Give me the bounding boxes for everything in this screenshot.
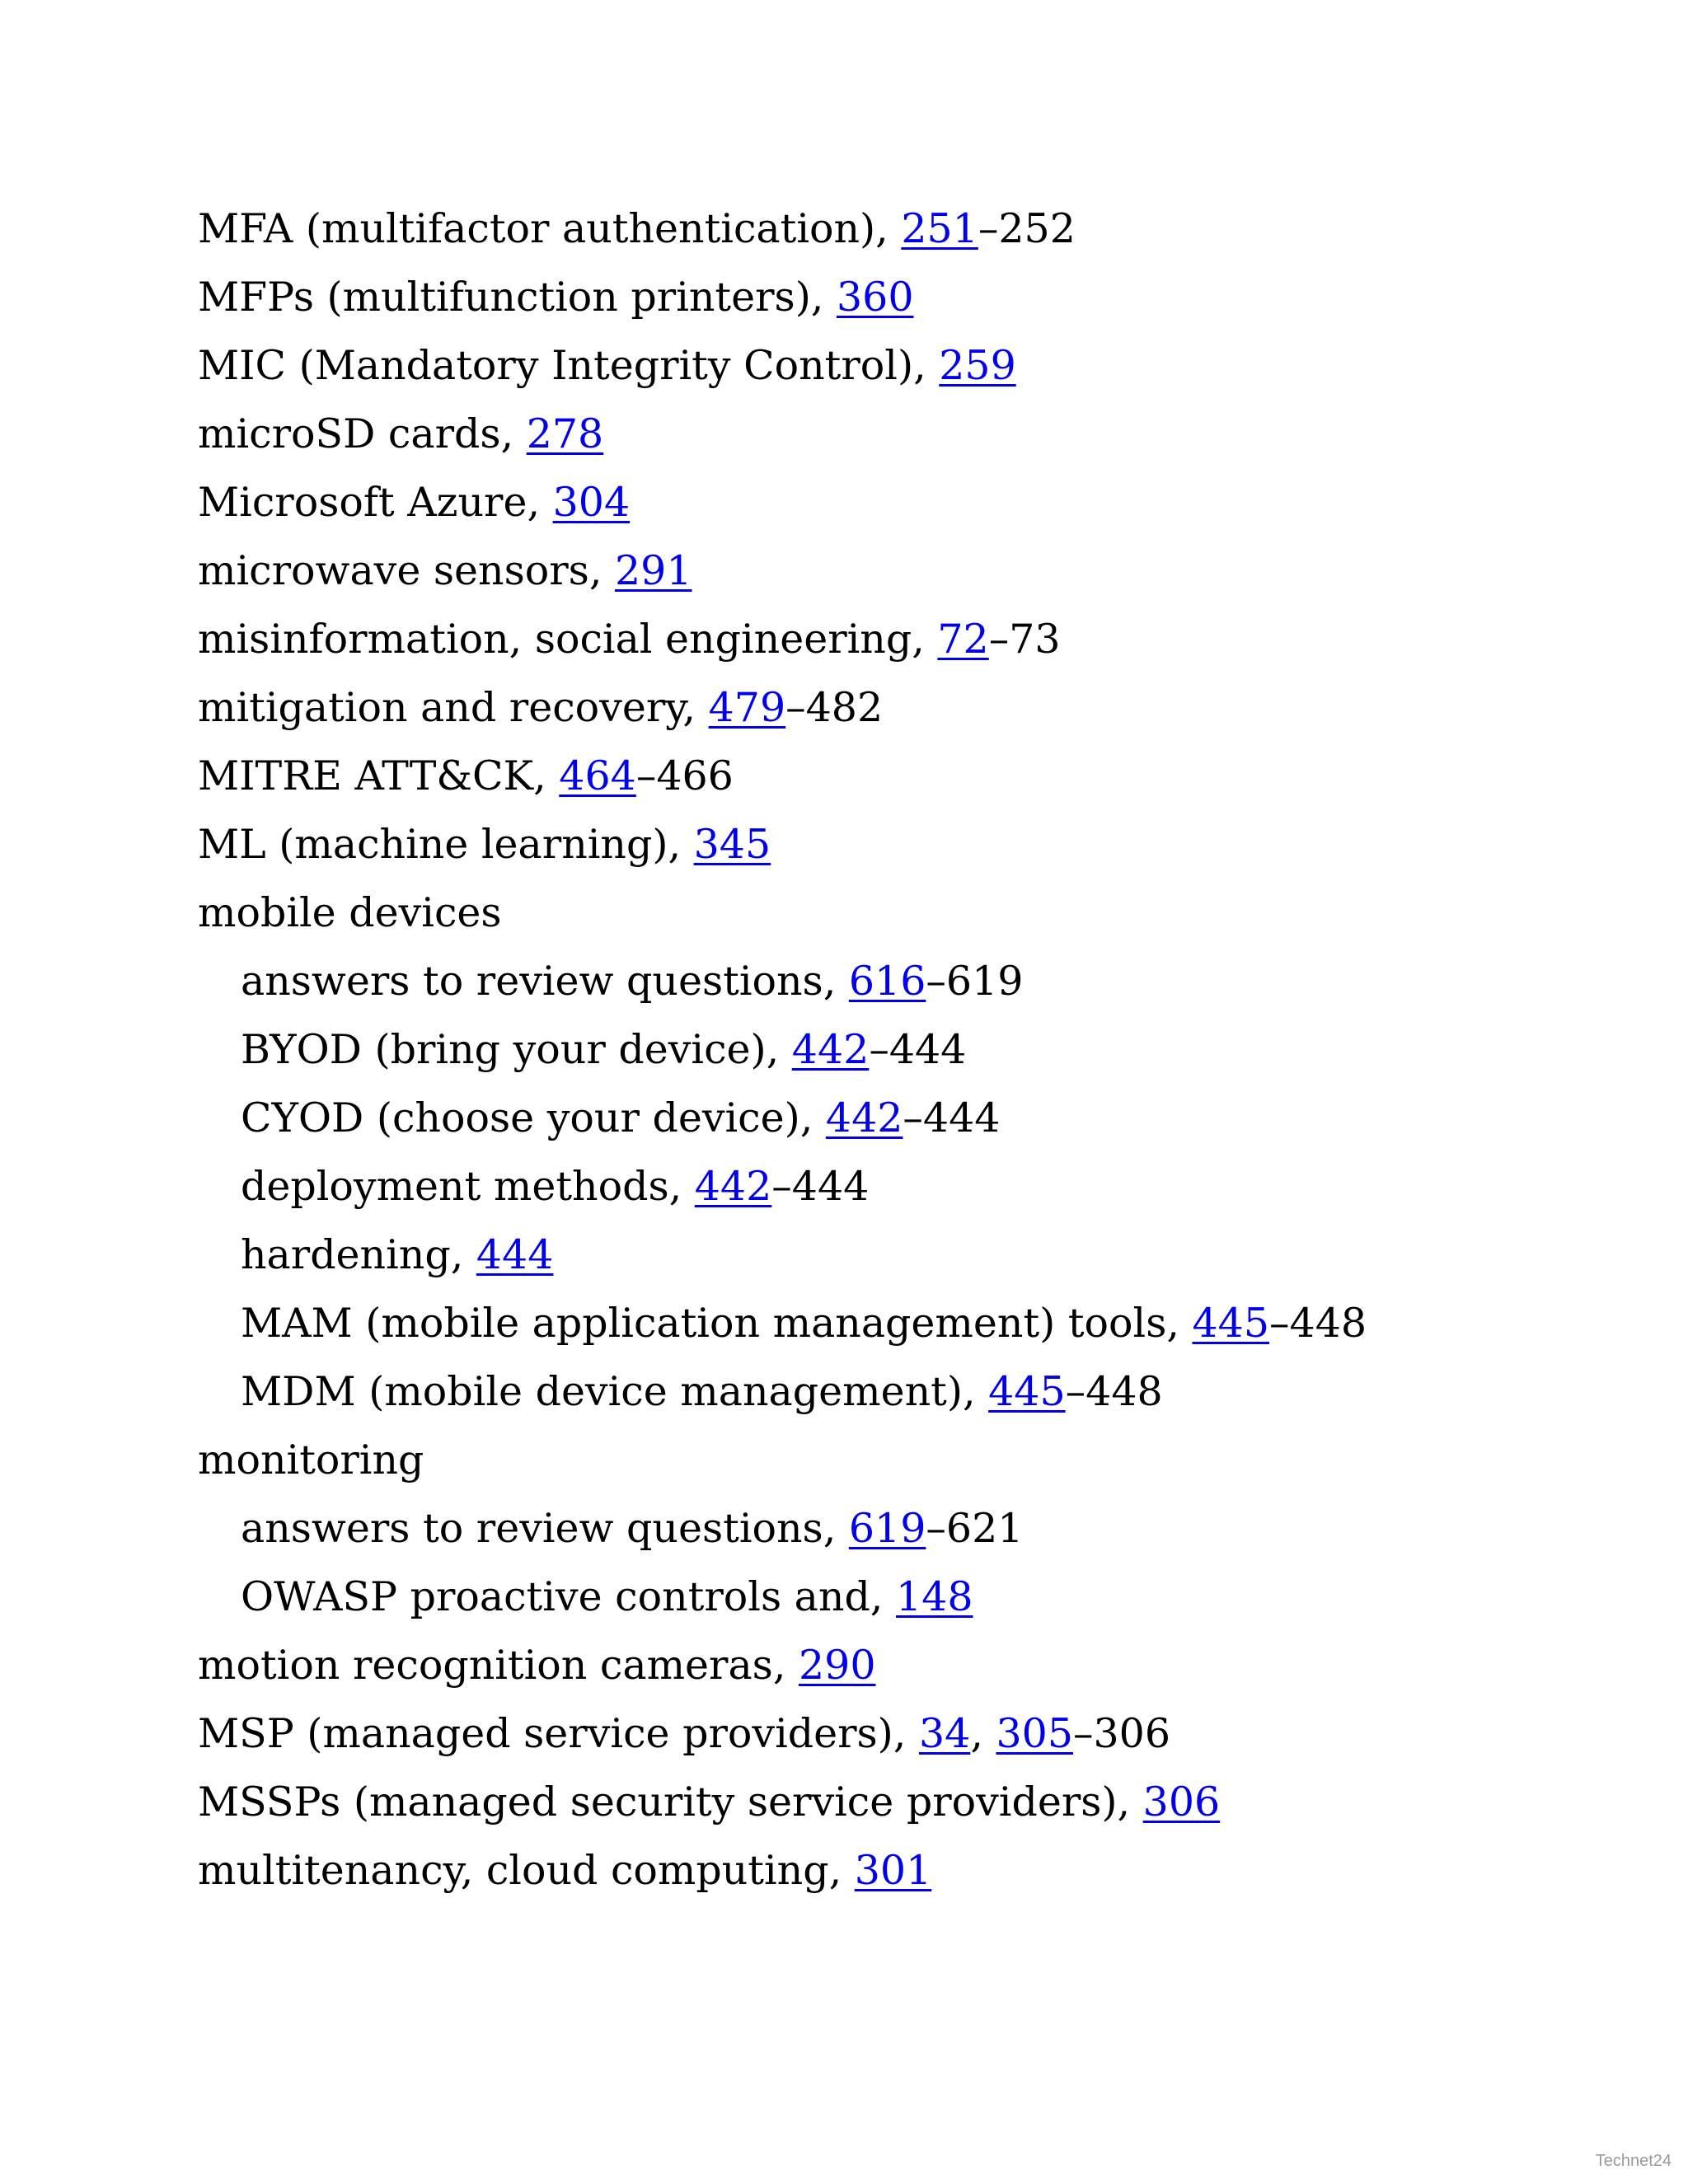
- index-term: answers to review questions,: [241, 1505, 849, 1552]
- index-list: [198, 194, 1599, 1905]
- index-subentry: [198, 1289, 1599, 1357]
- page-reference-link[interactable]: 305: [996, 1710, 1073, 1757]
- index-entry: [198, 810, 1599, 879]
- index-entry: [198, 879, 1599, 947]
- index-subentry: [198, 947, 1599, 1015]
- index-entry: [198, 1699, 1599, 1768]
- index-term: mobile devices: [198, 889, 502, 936]
- page-range-suffix: –444: [869, 1026, 967, 1073]
- index-term: hardening,: [241, 1231, 476, 1278]
- page-reference-link[interactable]: 301: [854, 1847, 932, 1894]
- index-subentry: [198, 1563, 1599, 1631]
- page-range-suffix: –306: [1073, 1710, 1171, 1757]
- page-reference-link[interactable]: 479: [708, 684, 786, 731]
- watermark: Technet24: [1595, 2152, 1672, 2170]
- page-reference-link[interactable]: 251: [901, 205, 978, 252]
- index-term: CYOD (choose your device),: [241, 1094, 826, 1141]
- index-term: MSSPs (managed security service providers),: [198, 1779, 1143, 1825]
- page-reference-link[interactable]: 72: [937, 616, 989, 663]
- index-term: mitigation and recovery,: [198, 684, 709, 731]
- index-term: motion recognition cameras,: [198, 1642, 799, 1689]
- index-term: monitoring: [198, 1436, 424, 1483]
- index-term: Microsoft Azure,: [198, 479, 553, 526]
- page-reference-link[interactable]: 445: [1192, 1300, 1270, 1347]
- page-reference-link[interactable]: 306: [1142, 1779, 1221, 1825]
- index-entry: [198, 1768, 1599, 1836]
- page-reference-link[interactable]: 278: [526, 410, 604, 457]
- page-range-suffix: –448: [1065, 1368, 1163, 1415]
- page-reference-link[interactable]: 619: [848, 1505, 926, 1552]
- index-term: MSP (managed service providers),: [198, 1710, 919, 1757]
- index-term: BYOD (bring your device),: [241, 1026, 792, 1073]
- page-reference-link[interactable]: 345: [693, 821, 771, 868]
- page-reference-link[interactable]: 259: [939, 342, 1016, 389]
- index-entry: [198, 1631, 1599, 1699]
- index-term: microwave sensors,: [198, 547, 615, 594]
- index-subentry: [198, 1357, 1599, 1426]
- page-range-suffix: –619: [926, 958, 1024, 1005]
- page-reference-link[interactable]: 148: [895, 1573, 973, 1620]
- index-subentry: [198, 1494, 1599, 1563]
- index-term: answers to review questions,: [241, 958, 849, 1005]
- index-entry: [198, 673, 1599, 742]
- index-term: MFPs (multifunction printers),: [198, 274, 837, 321]
- index-entry: [198, 605, 1599, 673]
- page-reference-link[interactable]: 442: [791, 1026, 870, 1073]
- page-reference-link[interactable]: 304: [552, 479, 631, 526]
- page-range-suffix: ,: [970, 1710, 996, 1757]
- page-reference-link[interactable]: 442: [825, 1094, 903, 1141]
- index-entry: [198, 742, 1599, 810]
- page-range-suffix: –448: [1269, 1300, 1367, 1347]
- index-term: microSD cards,: [198, 410, 527, 457]
- page-reference-link[interactable]: 290: [798, 1642, 876, 1689]
- index-term: multitenancy, cloud computing,: [198, 1847, 855, 1894]
- page-reference-link[interactable]: 291: [614, 547, 692, 594]
- page-reference-link[interactable]: 360: [836, 274, 914, 321]
- index-term: MDM (mobile device management),: [241, 1368, 989, 1415]
- page-range-suffix: –482: [785, 684, 884, 731]
- index-entry: [198, 1426, 1599, 1494]
- index-term: OWASP proactive controls and,: [241, 1573, 896, 1620]
- index-subentry: [198, 1152, 1599, 1221]
- page-range-suffix: –621: [926, 1505, 1024, 1552]
- index-term: MITRE ATT&CK,: [198, 752, 560, 799]
- index-term: deployment methods,: [241, 1163, 695, 1210]
- index-subentry: [198, 1221, 1599, 1289]
- index-term: ML (machine learning),: [198, 821, 694, 868]
- page-reference-link[interactable]: 444: [476, 1231, 554, 1278]
- index-term: misinformation, social engineering,: [198, 616, 938, 663]
- index-subentry: [198, 1015, 1599, 1084]
- page-range-suffix: –466: [635, 752, 734, 799]
- page-reference-link[interactable]: 442: [694, 1163, 772, 1210]
- page-range-suffix: –444: [903, 1094, 1001, 1141]
- index-entry: [198, 263, 1599, 331]
- index-entry: [198, 331, 1599, 400]
- page-range-suffix: –444: [771, 1163, 870, 1210]
- index-subentry: [198, 1084, 1599, 1152]
- index-term: MFA (multifactor authentication),: [198, 205, 902, 252]
- page-reference-link[interactable]: 464: [559, 752, 636, 799]
- index-term: MAM (mobile application management) tools,: [241, 1300, 1193, 1347]
- index-entry: [198, 1836, 1599, 1905]
- page-reference-link[interactable]: 34: [918, 1710, 971, 1757]
- index-term: MIC (Mandatory Integrity Control),: [198, 342, 940, 389]
- page-range-suffix: –73: [988, 616, 1061, 663]
- page-range-suffix: –252: [978, 205, 1076, 252]
- index-entry: [198, 400, 1599, 468]
- index-entry: [198, 468, 1599, 537]
- index-entry: [198, 537, 1599, 605]
- index-entry: [198, 194, 1599, 263]
- page-reference-link[interactable]: 616: [848, 958, 926, 1005]
- page-reference-link[interactable]: 445: [988, 1368, 1066, 1415]
